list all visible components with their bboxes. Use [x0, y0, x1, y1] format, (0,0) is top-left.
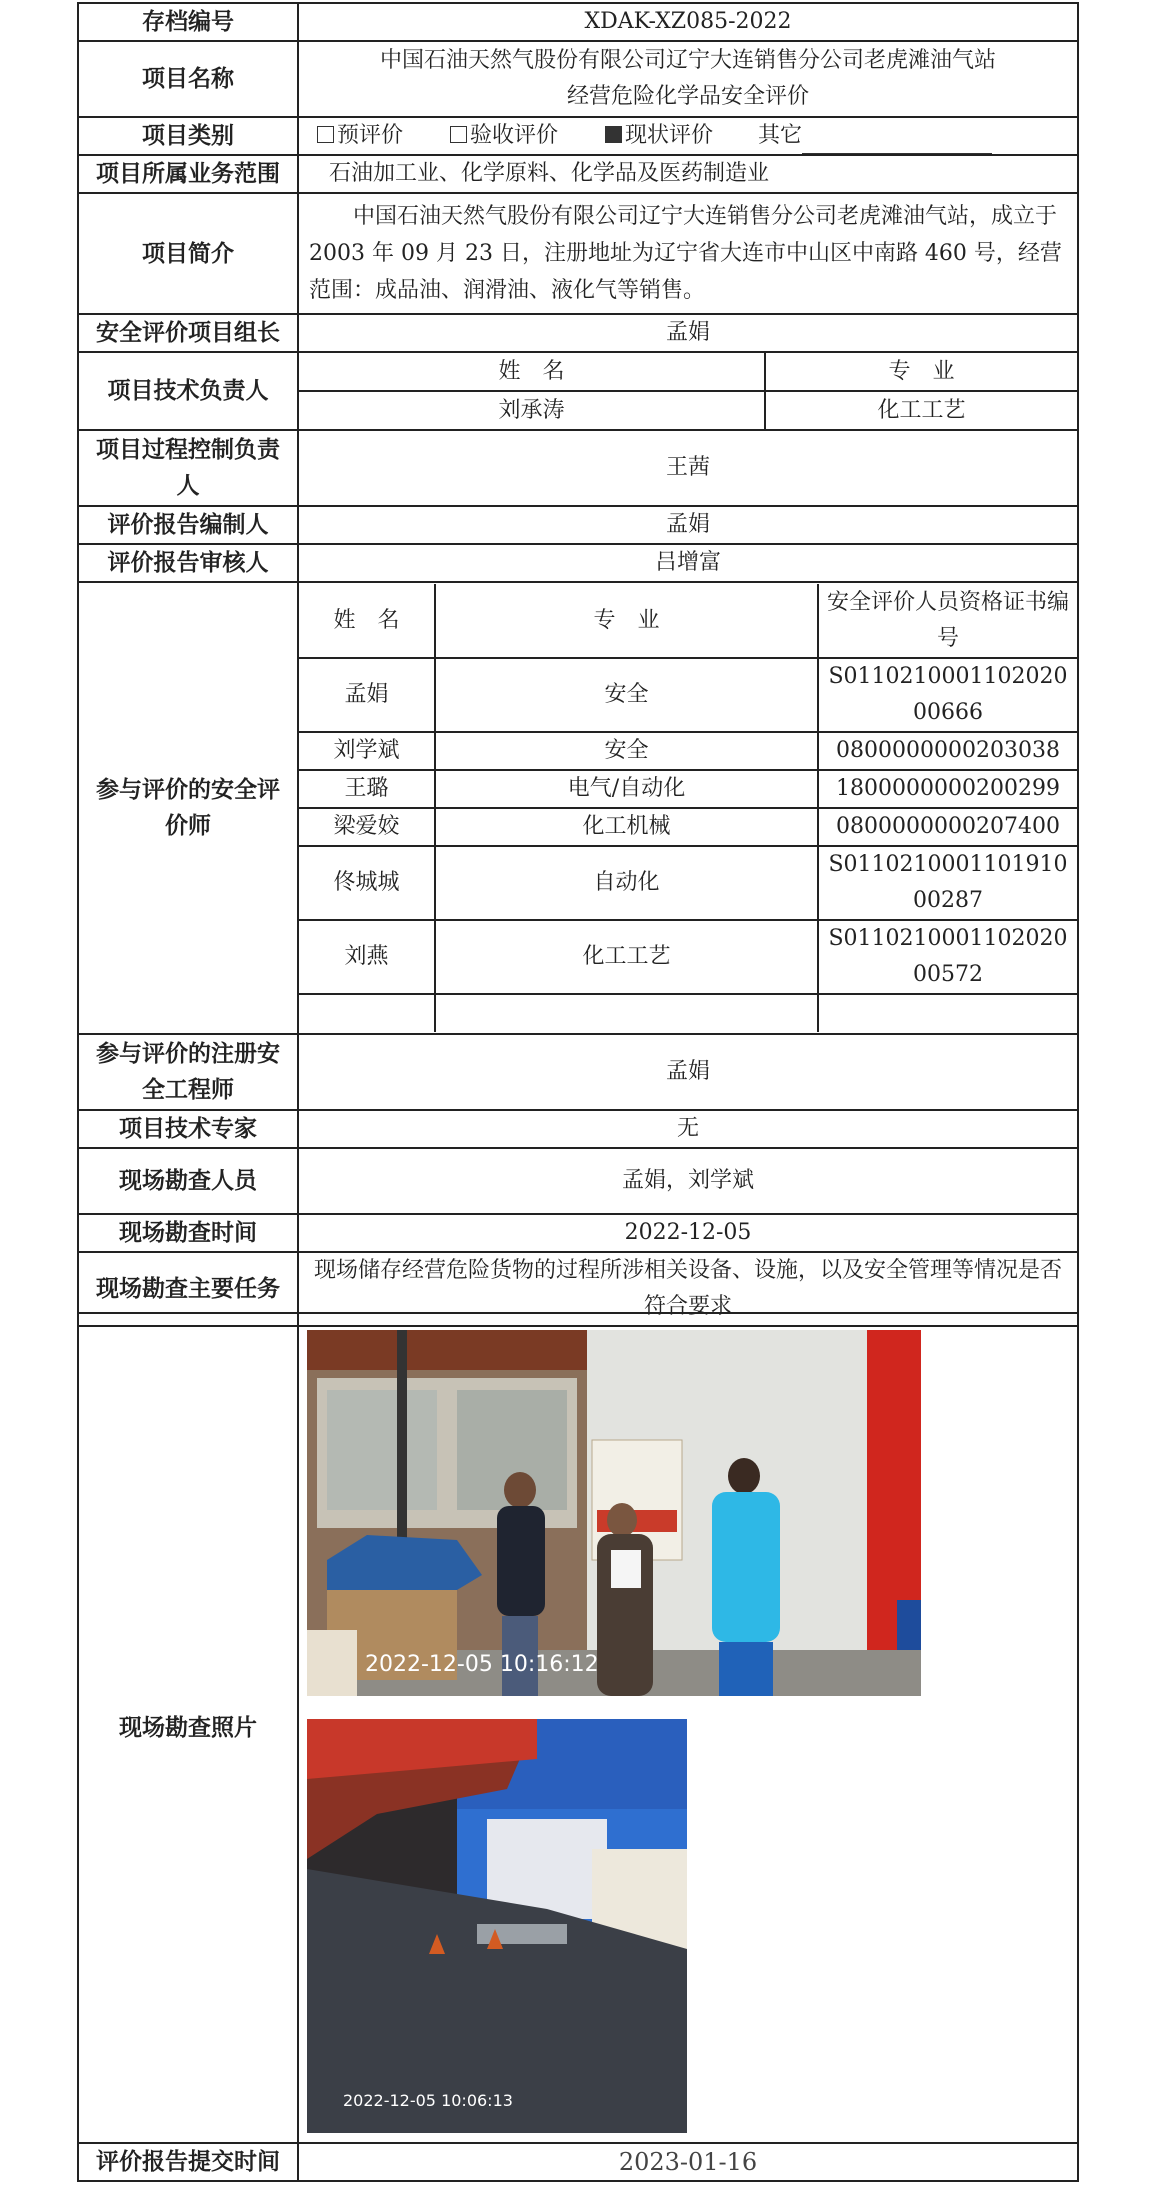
evaluators-label: 参与评价的安全评价师 — [78, 582, 298, 1034]
tech-lead-name: 刘承涛 — [299, 391, 765, 429]
tech-expert-value: 无 — [298, 1110, 1078, 1148]
table-row — [299, 808, 1077, 846]
other-blank-line — [802, 129, 992, 154]
report-author-label: 评价报告编制人 — [78, 506, 298, 544]
submit-time-value: 2023-01-16 — [298, 2143, 1078, 2181]
survey-time-value: 2022-12-05 — [298, 1214, 1078, 1252]
evaluators-major-header: 专 业 — [435, 584, 818, 658]
evaluator-major: 化工机械 — [435, 808, 818, 846]
evaluator-name: 孟娟 — [299, 658, 435, 732]
table-row — [299, 770, 1077, 808]
evaluator-cert: S011021000110191000287 — [818, 846, 1077, 920]
survey-task-label: 现场勘查主要任务 — [78, 1252, 298, 1326]
evaluator-major: 电气/自动化 — [435, 770, 818, 808]
project-name-label: 项目名称 — [78, 41, 298, 117]
evaluator-cert: 0800000000203038 — [818, 732, 1077, 770]
business-scope-label: 项目所属业务范围 — [78, 155, 298, 193]
survey-photo-1-image — [307, 1330, 921, 1696]
archive-label: 存档编号 — [78, 3, 298, 41]
checkbox-icon — [317, 126, 334, 143]
evaluator-cert: 0800000000207400 — [818, 808, 1077, 846]
reg-engineer-value: 孟娟 — [298, 1034, 1078, 1110]
tech-lead-major-header: 专 业 — [765, 353, 1077, 391]
report-reviewer-value: 吕增富 — [298, 544, 1078, 582]
evaluators-cert-header: 安全评价人员资格证书编号 — [818, 584, 1077, 658]
checked-checkbox-icon — [605, 126, 622, 143]
photo-2-timestamp: 2022-12-05 10:06:13 — [343, 2091, 513, 2110]
evaluator-name: 王璐 — [299, 770, 435, 808]
evaluator-major: 安全 — [435, 732, 818, 770]
report-info-table — [77, 2, 1079, 1327]
photo-1-timestamp: 2022-12-05 10:16:12 — [365, 1652, 599, 1677]
team-leader-value: 孟娟 — [298, 314, 1078, 352]
process-lead-value: 王茜 — [298, 430, 1078, 506]
tech-expert-label: 项目技术专家 — [78, 1110, 298, 1148]
survey-photo-2-image — [307, 1719, 687, 2133]
survey-photos-label: 现场勘查照片 — [78, 1313, 298, 2143]
evaluator-name: 梁爱姣 — [299, 808, 435, 846]
option-pre-eval[interactable]: 预评价 — [317, 123, 403, 148]
option-other: 其它 — [758, 123, 992, 148]
evaluator-name: 佟城城 — [299, 846, 435, 920]
archive-value: XDAK-XZ085-2022 — [298, 3, 1078, 41]
survey-staff-label: 现场勘查人员 — [78, 1148, 298, 1214]
submit-time-label: 评价报告提交时间 — [78, 2143, 298, 2181]
table-row — [299, 920, 1077, 994]
survey-time-label: 现场勘查时间 — [78, 1214, 298, 1252]
checkbox-icon — [450, 126, 467, 143]
summary-text: 中国石油天然气股份有限公司辽宁大连销售分公司老虎滩油气站，成立于 2003 年 09 月 23 日，注册地址为辽宁省大连市中山区中南路 460 号，经营范围：成品油、润滑油、液化气等销售。 — [298, 193, 1078, 314]
evaluator-major: 化工工艺 — [435, 920, 818, 994]
survey-task-value: 现场储存经营危险货物的过程所涉相关设备、设施，以及安全管理等情况是否符合要求 — [298, 1252, 1078, 1326]
project-name-line2: 经营危险化学品安全评价 — [566, 84, 809, 109]
tech-lead-label: 项目技术负责人 — [78, 352, 298, 430]
table-row — [299, 846, 1077, 920]
project-type-options — [298, 117, 1078, 155]
option-status-eval[interactable]: 现状评价 — [605, 123, 713, 148]
business-scope-value: 石油加工业、化学原料、化学品及医药制造业 — [298, 155, 1078, 193]
team-leader-label: 安全评价项目组长 — [78, 314, 298, 352]
table-row — [299, 658, 1077, 732]
evaluator-cert: S011021000110202000666 — [818, 658, 1077, 732]
evaluators-cell — [298, 582, 1078, 1034]
tech-lead-major: 化工工艺 — [877, 397, 966, 423]
evaluator-major: 安全 — [435, 658, 818, 732]
summary-label: 项目简介 — [78, 193, 298, 314]
survey-photo-1 — [307, 1330, 921, 1696]
evaluator-cert: 1800000000200299 — [818, 770, 1077, 808]
evaluators-name-header: 姓 名 — [299, 584, 435, 658]
project-name-value — [298, 41, 1078, 117]
tech-lead-name-header: 姓 名 — [299, 353, 765, 391]
reg-engineer-label: 参与评价的注册安全工程师 — [78, 1034, 298, 1110]
evaluator-cert: S011021000110202000572 — [818, 920, 1077, 994]
evaluator-name: 刘学斌 — [299, 732, 435, 770]
evaluator-major: 自动化 — [435, 846, 818, 920]
project-name-line1: 中国石油天然气股份有限公司辽宁大连销售分公司老虎滩油气站 — [379, 48, 996, 73]
evaluator-name: 刘燕 — [299, 920, 435, 994]
survey-photo-2 — [307, 1719, 687, 2133]
report-author-value: 孟娟 — [298, 506, 1078, 544]
survey-staff-value: 孟娟，刘学斌 — [298, 1148, 1078, 1214]
project-type-label: 项目类别 — [78, 117, 298, 155]
process-lead-label: 项目过程控制负责人 — [78, 430, 298, 506]
tech-lead-cell — [298, 352, 1078, 430]
evaluators-subtable — [299, 584, 1077, 1032]
option-acceptance-eval[interactable]: 验收评价 — [450, 123, 558, 148]
report-reviewer-label: 评价报告审核人 — [78, 544, 298, 582]
table-row — [299, 732, 1077, 770]
tech-lead-subtable — [299, 353, 1077, 429]
empty-table-row — [299, 994, 1077, 1032]
